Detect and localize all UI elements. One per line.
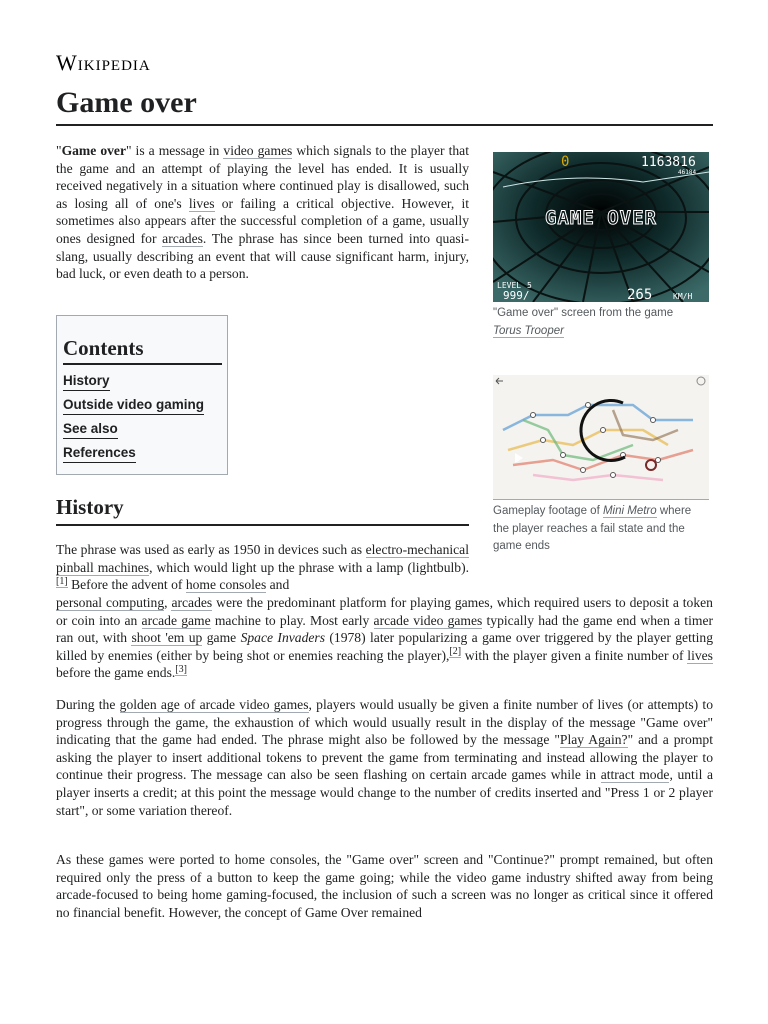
link-mini-metro[interactable]: Mini Metro [602,505,657,517]
ref-2[interactable]: [2] [449,646,462,658]
history-paragraph-1: The phrase was used as early as 1950 in devices such as electro-mechanical pinball machines, which would light up the phrase with a lamp (lightbulb).[1] Before the advent of home consoles and [56,542,469,593]
link-lives[interactable]: lives [188,195,215,211]
torus-trooper-screenshot[interactable] [493,152,709,302]
link-golden-age[interactable]: golden age of arcade video games [119,697,309,712]
mini-metro-map [493,375,709,499]
hud-top-left: 0 [561,154,570,170]
lead-term: Game over [61,143,126,158]
link-electro-mechanical-pinball[interactable]: electro-mechanical pinball machines [56,542,469,575]
hud-speed: 265 [627,287,653,302]
hud-sub-score: 46184 [678,169,697,176]
link-arcade-video-games[interactable]: arcade video games [373,612,483,628]
history-paragraph-2: During the golden age of arcade video games, players would usually be given a finite number of lives (or attempts) to progress through the game, the exhaustion of which would usually result in the display of the message "Game over" indicating that the game had ended. The phrase might also be followed by the message "Play Again?" and a prompt asking the player to insert additional tokens to prevent the game from terminating and instead allowing the player to continue their progress. The message can also be seen flashing on certain arcade games while in attract mode, until a player inserts a credit; at this point the message would change to the number of credits inserted and "Press 1 or 2 player start", or some variation thereof. [56,697,714,818]
toc-title: Contents [63,336,222,365]
link-shoot-em-up[interactable]: shoot 'em up [131,630,203,646]
link-torus-trooper[interactable]: Torus Trooper [493,324,564,337]
ref-3[interactable]: [3] [175,663,187,675]
figure-torus-trooper [493,152,709,340]
lead-paragraph: "Game over" is a message in video games which signals to the player that the game and an attempt of playing the level has ended. It is usually received negatively in a situation where continued play is disallowed, such as losing all of one's lives or failing a critical objective. However, it sometimes also appears after the successful completion of a game, usually ones designed for arcades. The phrase has since been turned into quasi-slang, usually describing an event that will cause significant harm, injury, bad luck, or even death to a person. [56,143,469,282]
hud-score: 1163816 [641,155,696,170]
link-lives-2[interactable]: lives [687,647,713,663]
hud-level: 5 [527,281,532,290]
hud-level-label: LEVEL [497,281,522,290]
link-arcades[interactable]: arcades [162,230,203,246]
figure-mini-metro [493,375,709,556]
page-title: Game over [56,86,713,126]
ref-1[interactable]: [1] [56,575,68,587]
toc-item-see-also[interactable]: See also [63,419,118,439]
space-invaders-title: Space Invaders [240,630,325,646]
mini-metro-video[interactable] [493,375,709,500]
link-home-consoles[interactable]: home consoles [185,577,267,593]
link-arcade-game[interactable]: arcade game [141,612,211,628]
figure-caption: Gameplay footage of Mini Metro where the player reaches a fail state and the game ends [493,505,692,552]
history-paragraph-1-cont: personal computing, arcades were the predominant platform for playing games, which required users to deposit a token or coin into an arcade game machine to play. Most early arcade video games typically had the game end when a timer ran out, with shoot 'em up game Space Invaders (1978) later popularizing a game over triggered by the player getting killed by enemies (either by being shot or enemies reaching the player),[2] with the player given a finite number of lives before the game ends.[3] [56,595,713,681]
toc-item-outside-video-gaming[interactable]: Outside video gaming [63,395,204,415]
tunnel-graphic [493,152,709,302]
link-video-games[interactable]: video games [223,143,293,158]
toc-item-references[interactable]: References [63,443,136,463]
link-personal-computing[interactable]: personal computing [56,595,165,610]
wikipedia-wordmark[interactable]: Wikipedia [56,50,151,75]
link-attract-mode[interactable]: attract mode [600,767,670,783]
link-play-again[interactable]: Play Again? [559,732,628,748]
hud-unit: KM/H [673,292,693,301]
toc-item-history[interactable]: History [63,371,110,391]
table-of-contents [56,315,228,475]
history-paragraph-3: As these games were ported to home consoles, the "Game over" screen and "Continue?" prompt remained, but often required only the press of a button to keep the game going; while the video game industry shifted away from being arcade-focused to being home gaming-focused, the inclusion of such a screen was no longer as critical since it offered no financial benefit. However, the concept of Game Over remained [56,852,713,920]
section-heading-history: History [56,495,469,526]
link-arcades-2[interactable]: arcades [171,595,213,610]
game-over-banner: GAME OVER [545,207,657,229]
figure-caption: "Game over" screen from the game Torus Trooper [493,307,674,337]
hud-bottom-left: 999/ [503,289,530,302]
